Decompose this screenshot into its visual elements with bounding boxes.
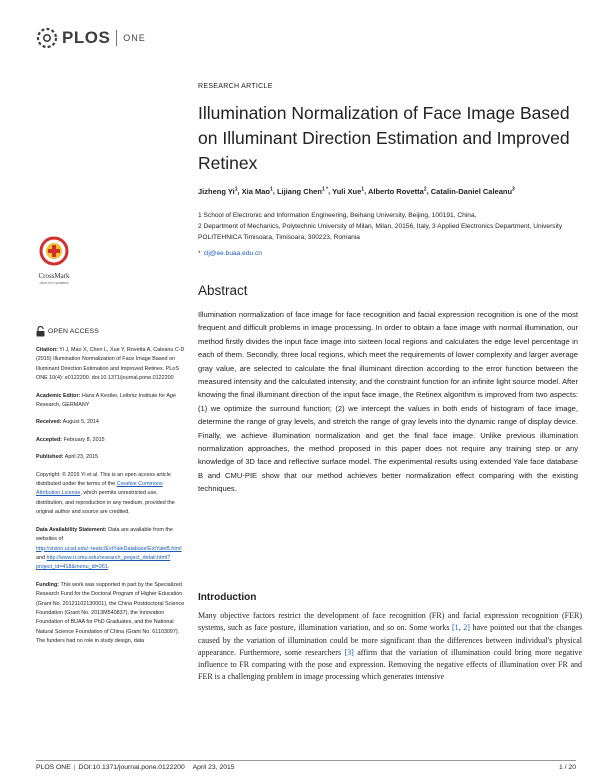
author[interactable]: Jizheng Yi$^1$ xyxy=(198,186,238,196)
corresponding-star-icon: * xyxy=(198,250,201,257)
crossmark-label: CrossMark xyxy=(38,272,70,280)
affiliations xyxy=(198,210,578,243)
received-date: Received: August 5, 2014 xyxy=(36,419,99,426)
crossmark-badge[interactable] xyxy=(36,236,72,285)
affiliation: 2 Department of Mechanics, Polytechnic University of Milan, Milan, 20156, Italy, 3 Applied Electronics Department, University POLITEHNICA Timisoara, Timisoara, 300223, Romania xyxy=(198,223,563,241)
author-list: Jizheng Yi$^1$, Xia Mao$^1$, Lijiang Chen$^{1 *}$, Yuli Xue$^1$, Alberto Rovetta$^2$, Catalin-Daniel Caleanu$^3$ xyxy=(198,186,515,196)
abstract-heading: Abstract xyxy=(198,283,248,298)
brand-name: PLOS xyxy=(62,28,111,47)
open-access-label: OPEN ACCESS xyxy=(48,328,99,335)
license-link[interactable]: Creative Commons Attribution License xyxy=(36,481,163,497)
journal-name: ONE xyxy=(123,33,146,43)
footer-doi[interactable]: DOI:10.1371/journal.pone.0122200 xyxy=(78,764,185,771)
data-link[interactable]: http://vision.ucsd.edu/~leekc/ExtYaleDatabase/ExtYaleB.html xyxy=(36,545,182,552)
copyright: Copyright: © 2015 Yi et al. This is an open access article distributed under the terms of the Creative Commons Attribution License, which permits unrestricted use, distribution, and reproduction in any medium, provided the original author and source are credited. xyxy=(36,471,175,516)
author[interactable]: Xia Mao$^1$ xyxy=(241,186,273,196)
page-number: 1 / 20 xyxy=(558,764,576,771)
crossmark-sublabel: click for updates xyxy=(39,280,69,285)
footer-info: PLOS ONE | DOI:10.1371/journal.pone.0122200 April 23, 2015 xyxy=(36,764,235,771)
open-access xyxy=(36,326,99,337)
funding: Funding: This work was supported in part by the Specialized Research Fund for the Doctoral Program of Higher Education (Grant No. 20121102130001), the China Postdoctoral Science Foundation (Grant No. 2013M540837), the Innovation Foundation of BUAA for PhD Graduates, and the National Natural Science Foundation of China (Grant No. 61103097). The funders had no role in study design, data xyxy=(36,581,185,645)
author[interactable]: Lijiang Chen$^{1 *}$ xyxy=(276,186,329,196)
author[interactable]: Yuli Xue$^1$ xyxy=(332,186,365,196)
author[interactable]: Alberto Rovetta$^2$ xyxy=(367,186,427,196)
reference-link[interactable]: 2] xyxy=(463,623,470,633)
corresponding-email xyxy=(198,250,262,257)
citation: Citation: Yi J, Mao X, Chen L, Xue Y, Rovetta A, Caleanu C-D (2015) Illumination Normalization of Face Image Based on Illuminant Direction Estimation and Improved Retinex. PLoS ONE 10(4): e0122200. doi:10.1371/journal.pone.0122200 xyxy=(36,347,185,382)
author[interactable]: Catalin-Daniel Caleanu$^3$ xyxy=(430,186,515,196)
plos-one-logo[interactable] xyxy=(36,27,146,49)
abstract-text: Illumination normalization of face image for face recognition and facial expression recognition is one of the most frequent and difficult problems in image processing. In order to obtain a face image with normal illumination, our method firstly divides the input face image into sixteen local regions and calculates the edge level percentage in each of them. Secondly, three local regions, which meet the requirements of lower complexity and larger average gray value, are selected to calculate the final illuminant direction according to the error function between the measured intensity and the calculated intensity, and the constraint function for an infinite light source model. After knowing the final illuminant direction of the input face image, the Retinex algorithm is improved from two aspects: (1) we optimize the surround function; (2) we intercept the values in both ends of histogram of face image, determine the range of gray levels, and stretch the range of gray levels into the dynamic range of display device. Finally, we achieve illumination normalization and get the final face image. Unlike previous illumination normalization approaches, the method proposed in this paper does not require any training step or any knowledge of 3D face and reflective surface model. The experimental results using extended Yale face database B and CMU-PIE show that our method achieves better normalization effect comparing with the existing techniques. xyxy=(198,310,578,494)
reference-link[interactable]: [3] xyxy=(344,647,354,657)
academic-editor: Academic Editor: Hans A Kestler, Leibniz Institute for Age Research, GERMANY xyxy=(36,392,176,409)
data-link[interactable]: http://www.ri.cmu.edu/research_project_detail.html?project_id=418&menu_id=261 xyxy=(36,554,171,571)
introduction-heading: Introduction xyxy=(198,592,257,603)
logo-divider xyxy=(116,30,117,46)
footer-date: April 23, 2015 xyxy=(192,764,235,771)
introduction-text: Many objective factors restrict the development of face recognition (FR) and facial expression recognition (FER) systems, such as face posture, illumination variation, and so on. Some works [1, 2] have pointed out that the changes caused by the variation of illumination could be more significant than the differences between individual's physical appearance. Furthermore, some researchers [3] affirm that the variation of illumination could bring more negative influence to FR comparing with the pose and expression. Removing the negative effects of illumination over FR and FER is a challenging problem in image processing which generates intensive xyxy=(198,611,583,682)
reference-link[interactable]: [1 xyxy=(452,623,459,633)
footer-journal: PLOS ONE xyxy=(36,764,71,771)
accepted-date: Accepted: February 8, 2015 xyxy=(36,436,105,443)
email-link[interactable]: clj@ee.buaa.edu.cn xyxy=(203,250,262,257)
published-date: Published: April 23, 2015 xyxy=(36,454,99,461)
affiliation: 1 School of Electronic and Information Engineering, Beihang University, Beijing, 100191, China, xyxy=(198,212,477,219)
plos-logo-icon xyxy=(36,27,58,49)
data-availability: Data Availability Statement: Data are available from the websites of http://vision.ucsd.edu/~leekc/ExtYaleDatabase/ExtYaleB.html and http://www.ri.cmu.edu/research_project_detail.html?project_id=418&menu_id=261. xyxy=(36,526,182,571)
footer-divider xyxy=(36,760,576,761)
open-lock-icon xyxy=(36,326,45,337)
article-type: RESEARCH ARTICLE xyxy=(198,83,273,90)
article-metadata-sidebar xyxy=(36,346,186,655)
crossmark-icon xyxy=(39,236,69,266)
article-title: Illumination Normalization of Face Image Based on Illuminant Direction Estimation and Improved Retinex xyxy=(198,103,570,173)
